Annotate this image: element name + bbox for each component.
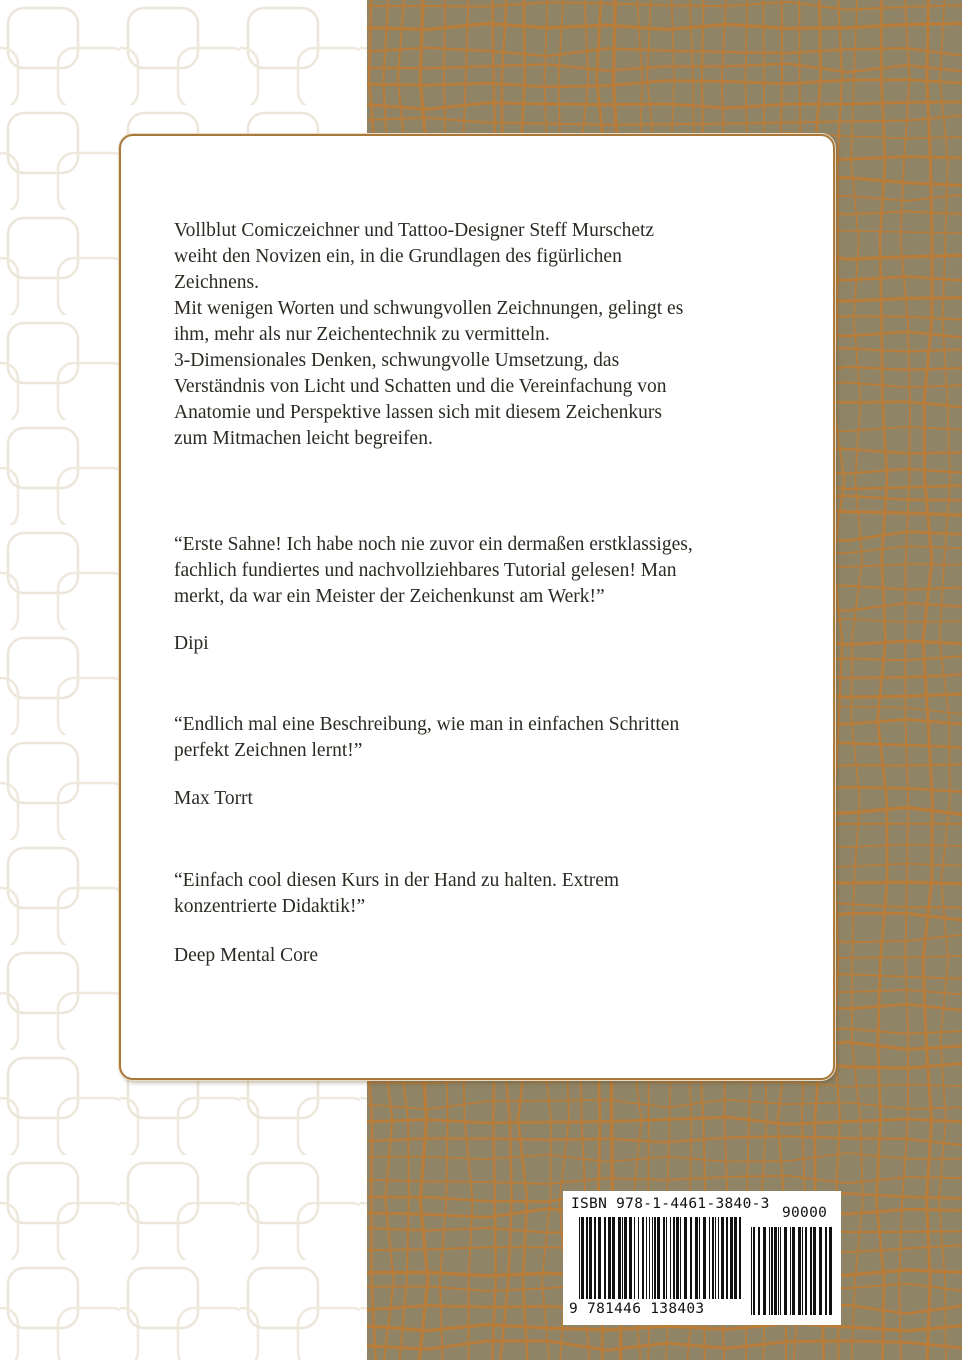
quote-line: “Einfach cool diesen Kurs in der Hand zu halten. Extrem <box>174 870 620 891</box>
description-line: Anatomie und Perspektive lassen sich mit diesem Zeichenkurs <box>174 402 662 423</box>
description-line: Zeichnens. <box>174 272 260 293</box>
isbn-barcode <box>563 1191 841 1325</box>
description-line: Mit wenigen Worten und schwungvollen Zeichnungen, gelingt es <box>174 298 684 319</box>
isbn-label: ISBN 978-1-4461-3840-3 <box>571 1196 770 1212</box>
description-line: Vollblut Comiczeichner und Tattoo-Designer Steff Murschetz <box>174 220 655 241</box>
price-code: 90000 <box>782 1205 828 1221</box>
description-line: ihm, mehr als nur Zeichentechnik zu vermitteln. <box>174 324 550 345</box>
quote-line: konzentrierte Didaktik!” <box>174 896 366 917</box>
quote-line: “Erste Sahne! Ich habe noch nie zuvor ein dermaßen erstklassiges, <box>174 534 693 555</box>
review-author: Dipi <box>174 633 209 654</box>
review-quote <box>174 532 794 610</box>
description-line: 3-Dimensionales Denken, schwungvolle Umsetzung, das <box>174 350 620 371</box>
description-line: Verständnis von Licht und Schatten und die Vereinfachung von <box>174 376 667 397</box>
description-text <box>174 218 794 452</box>
review-quote <box>174 868 794 920</box>
description-line: zum Mitmachen leicht begreifen. <box>174 428 433 449</box>
quote-line: merkt, da war ein Meister der Zeichenkunst am Werk!” <box>174 586 605 607</box>
review-author: Max Torrt <box>174 788 253 809</box>
quote-line: “Endlich mal eine Beschreibung, wie man in einfachen Schritten <box>174 714 680 735</box>
quote-line: fachlich fundiertes und nachvollziehbares Tutorial gelesen! Man <box>174 560 677 581</box>
text-panel <box>119 134 835 1080</box>
review-quote <box>174 712 794 764</box>
description-line: weiht den Novizen ein, in die Grundlagen des figürlichen <box>174 246 622 267</box>
ean-digits: 9 781446 138403 <box>569 1301 705 1317</box>
quote-line: perfekt Zeichnen lernt!” <box>174 740 363 761</box>
review-author: Deep Mental Core <box>174 945 319 966</box>
